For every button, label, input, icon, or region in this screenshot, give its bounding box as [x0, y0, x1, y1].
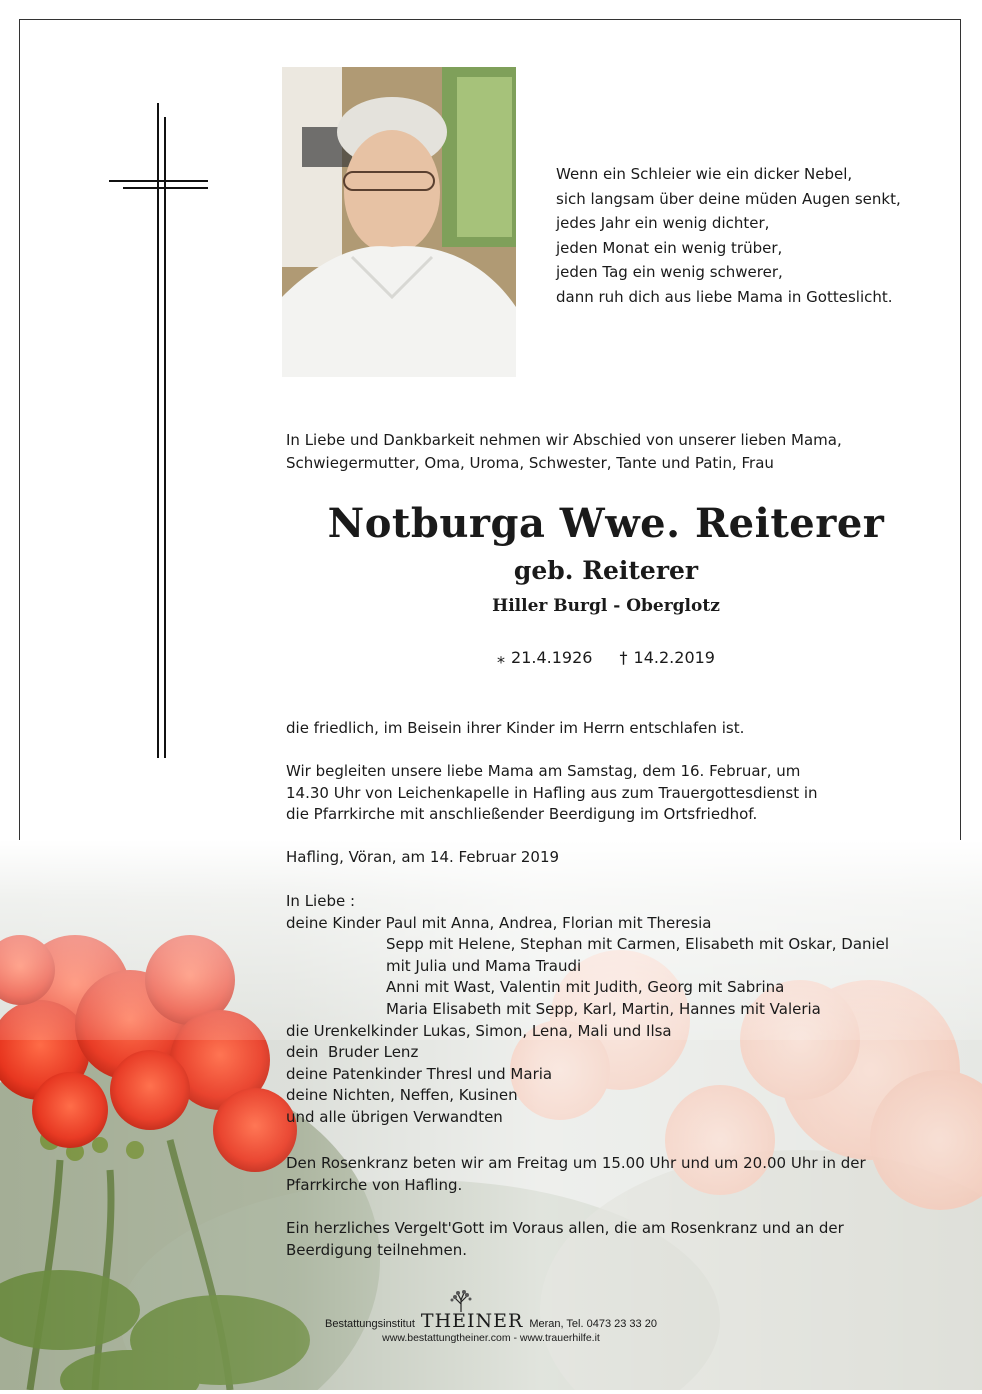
mourner-line: dein Bruder Lenz [286, 1043, 419, 1062]
deceased-name: Notburga Wwe. Reiterer [327, 500, 885, 547]
intro-line: Schwiegermutter, Oma, Uroma, Schwester, Tante und Patin, Frau [286, 453, 774, 472]
place-date [286, 847, 559, 869]
thanks-line: Beerdigung teilnehmen. [286, 1240, 467, 1259]
mourner-line: Sepp mit Helene, Stephan mit Carmen, Elisabeth mit Oskar, Daniel [386, 935, 890, 954]
rosary-line: Den Rosenkranz beten wir am Freitag um 15.00 Uhr und um 20.00 Uhr in der [286, 1154, 866, 1172]
mourner-line: deine Kinder Paul mit Anna, Andrea, Florian mit Theresia [286, 913, 712, 932]
thanks-text [286, 1218, 844, 1261]
mourner-line: mit Julia und Mama Traudi [386, 956, 582, 975]
mourner-line: die Urenkelkinder Lukas, Simon, Lena, Mali und Ilsa [286, 1021, 672, 1040]
theiner-logo [421, 1312, 523, 1330]
frame-left-line [19, 19, 20, 871]
poem-line: Wenn ein Schleier wie ein dicker Nebel, [556, 165, 853, 183]
institute-label: Bestattungsinstitut [325, 1318, 415, 1330]
poem-line: jeden Monat ein wenig trüber, [556, 238, 783, 257]
death-symbol-icon: † [619, 648, 628, 667]
funeral-line: 14.30 Uhr von Leichenkapelle in Hafling aus zum Trauergottesdienst in [286, 783, 818, 802]
passing-line: die friedlich, im Beisein ihrer Kinder im Herrn entschlafen ist. [286, 719, 745, 737]
death-date: 14.2.2019 [633, 648, 715, 667]
mourner-line: deine Patenkinder Thresl und Maria [286, 1064, 553, 1083]
funeral-text [286, 761, 818, 826]
mourners-list [286, 891, 889, 1129]
place-date-line: Hafling, Vöran, am 14. Februar 2019 [286, 848, 560, 866]
portrait-photo [282, 67, 516, 377]
birth-date: 21.4.1926 [511, 648, 593, 667]
mourner-line: Anni mit Wast, Valentin mit Judith, Georg mit Sabrina [386, 978, 785, 997]
tree-icon [447, 1290, 475, 1312]
poem-line: jedes Jahr ein wenig dichter, [556, 214, 770, 233]
funeral-line: Wir begleiten unsere liebe Mama am Samstag, dem 16. Februar, um [286, 762, 801, 780]
cross-icon-crossbar [109, 180, 208, 182]
thanks-line: Ein herzliches Vergelt'Gott im Voraus allen, die am Rosenkranz und an der [286, 1219, 844, 1237]
intro-text [286, 429, 842, 474]
mourner-line: und alle übrigen Verwandten [286, 1107, 503, 1126]
poem-line: dann ruh dich aus liebe Mama in Gotteslicht. [556, 287, 893, 306]
cross-icon-inner-crossbar [123, 187, 208, 189]
intro-line: In Liebe und Dankbarkeit nehmen wir Abschied von unserer lieben Mama, [286, 431, 842, 449]
poem-line: sich langsam über deine müden Augen senkt, [556, 189, 901, 208]
rosary-line: Pfarrkirche von Hafling. [286, 1175, 463, 1194]
life-dates [0, 648, 982, 667]
poem-line: jeden Tag ein wenig schwerer, [556, 263, 783, 282]
poem [556, 162, 901, 310]
contact-info: Meran, Tel. 0473 23 33 20 [529, 1318, 657, 1330]
house-name: Hiller Burgl - Oberglotz [492, 596, 720, 616]
mourner-line: deine Nichten, Neffen, Kusinen [286, 1086, 518, 1105]
footer [0, 1312, 982, 1344]
rosary-text [286, 1153, 866, 1196]
logo-text: THEINER [420, 1310, 524, 1332]
funeral-line: die Pfarrkirche mit anschließender Beerdigung im Ortsfriedhof. [286, 805, 758, 824]
mourners-heading: In Liebe : [286, 892, 356, 910]
mourner-line: Maria Elisabeth mit Sepp, Karl, Martin, Hannes mit Valeria [386, 999, 821, 1018]
website-links[interactable]: www.bestattungtheiner.com - www.trauerhilfe.it [382, 1332, 600, 1344]
passing-text [286, 718, 744, 740]
birth-symbol-icon: ⁎ [497, 648, 506, 667]
frame-top-line [19, 19, 961, 20]
maiden-name: geb. Reiterer [513, 556, 699, 585]
